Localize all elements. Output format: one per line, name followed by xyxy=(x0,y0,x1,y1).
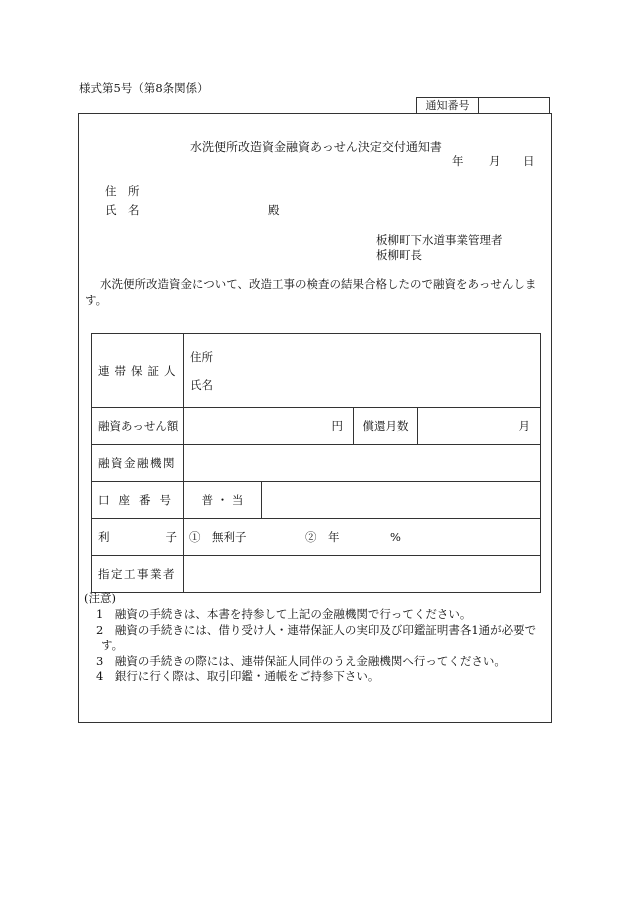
issuer-line-1: 板柳町下水道事業管理者 xyxy=(376,233,503,247)
contractor-field[interactable] xyxy=(184,556,541,593)
guarantor-address-label: 住所 xyxy=(190,349,213,364)
note-item-2-continuation: す。 xyxy=(101,638,124,652)
interest-field xyxy=(184,519,541,556)
account-number-label: 口座番号 xyxy=(92,482,184,519)
table-row-interest xyxy=(92,519,541,556)
yen-unit: 円 xyxy=(331,419,343,433)
loan-amount-field[interactable] xyxy=(184,408,354,445)
recipient-address-label: 住 所 xyxy=(105,184,140,198)
recipient-honorific: 殿 xyxy=(268,203,280,217)
notes-heading: (注意) xyxy=(84,591,116,605)
institution-label: 融資金融機関 xyxy=(92,445,184,482)
body-text-line-1: 水洗便所改造資金について、改造工事の検査の結果合格したので融資をあっせんしま xyxy=(100,277,537,291)
interest-label-left: 利 xyxy=(98,530,110,544)
document-title: 水洗便所改造資金融資あっせん決定交付通知書 xyxy=(190,140,442,154)
date-month: 月 xyxy=(489,154,501,168)
guarantor-label: 連帯保証人 xyxy=(92,334,184,408)
note-item-1: 1 融資の手続きは、本書を持参して上記の金融機関で行ってください。 xyxy=(96,607,472,621)
contractor-label: 指定工事業者 xyxy=(92,556,184,593)
notice-number-label: 通知番号 xyxy=(417,98,479,113)
interest-label-right: 子 xyxy=(165,530,177,544)
table-row-guarantor xyxy=(92,334,541,408)
guarantor-name-label: 氏名 xyxy=(190,377,213,392)
interest-option-annual[interactable]: ② 年 xyxy=(305,530,340,544)
note-item-2: 2 融資の手続きには、借り受け人・連帯保証人の実印及び印鑑証明書各1通が必要で xyxy=(96,623,537,637)
repayment-months-label: 償還月数 xyxy=(354,408,418,445)
interest-option-free[interactable]: ① 無利子 xyxy=(189,530,247,544)
date-day: 日 xyxy=(523,154,535,168)
institution-field[interactable] xyxy=(184,445,541,482)
recipient-name-label: 氏 名 xyxy=(105,203,140,217)
loan-amount-label: 融資あっせん額 xyxy=(92,408,184,445)
table-row-institution xyxy=(92,445,541,482)
guarantor-field[interactable] xyxy=(184,334,541,408)
note-item-3: 3 融資の手続きの際には、連帯保証人同伴のうえ金融機関へ行ってください。 xyxy=(96,654,506,668)
months-unit: 月 xyxy=(518,419,530,433)
table-row-contractor xyxy=(92,556,541,593)
issuer-line-2: 板柳町長 xyxy=(376,248,422,262)
note-item-4: 4 銀行に行く際は、取引印鑑・通帳をご持参下さい。 xyxy=(96,669,380,683)
date-year: 年 xyxy=(452,154,464,168)
table-row-account xyxy=(92,482,541,519)
notice-number-box xyxy=(416,97,550,114)
repayment-months-field[interactable] xyxy=(418,408,541,445)
loan-details-table xyxy=(91,333,541,593)
account-type[interactable]: 普 ・ 当 xyxy=(184,482,262,519)
interest-label xyxy=(92,519,184,556)
table-row-loan xyxy=(92,408,541,445)
body-text-line-2: す。 xyxy=(85,293,108,307)
form-reference: 様式第5号（第8条関係） xyxy=(79,81,209,95)
percent-sign: % xyxy=(390,530,401,544)
account-number-field[interactable] xyxy=(262,482,541,519)
